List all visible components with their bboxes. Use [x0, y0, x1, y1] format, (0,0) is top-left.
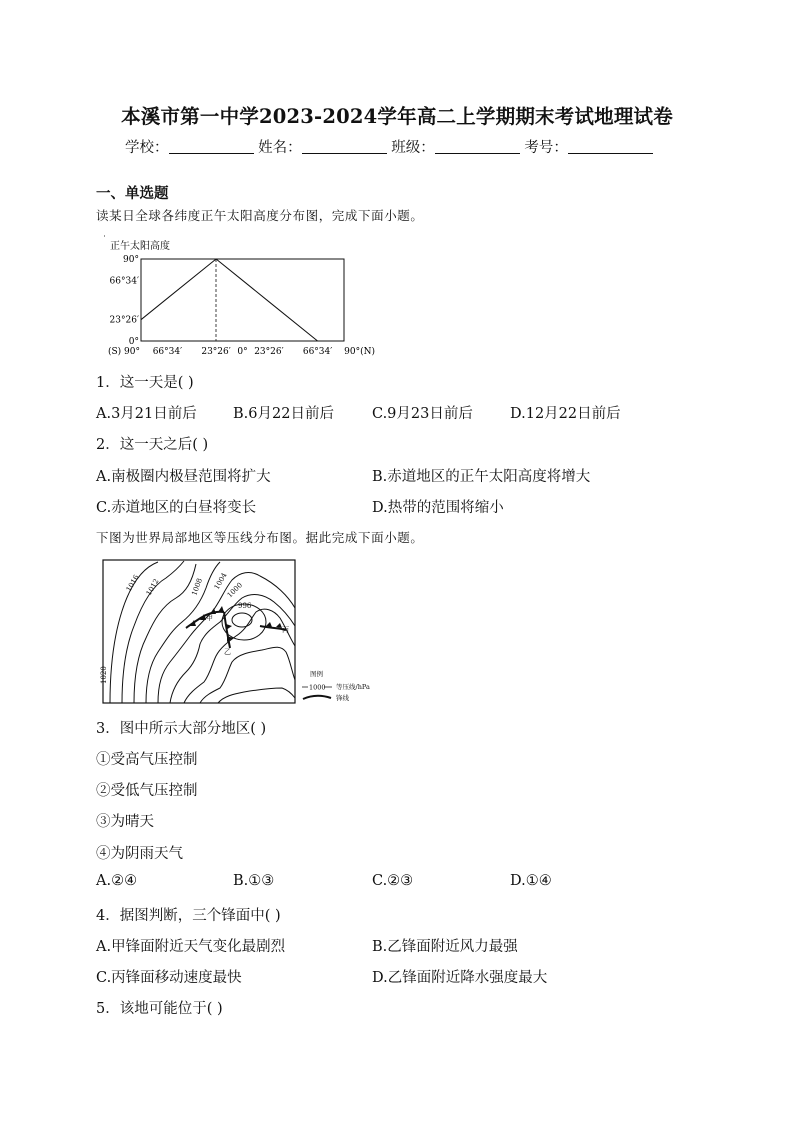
isobar-label: 1016	[124, 573, 141, 593]
q3-item-4: ④为阴雨天气	[96, 846, 183, 862]
q2-option-b[interactable]: B.赤道地区的正午太阳高度将增大	[372, 469, 591, 485]
legend-isobar-value: 1000	[309, 683, 326, 692]
x-ticks	[108, 346, 375, 357]
legend-title: 图例	[310, 670, 323, 678]
series-line	[141, 259, 344, 341]
school-field[interactable]	[169, 138, 254, 154]
x-tick-label: 90°(N)	[344, 347, 375, 357]
y-tick-label: 90°	[123, 255, 139, 265]
isobar-label: 1008	[190, 577, 204, 597]
q4-option-b[interactable]: B.乙锋面附近风力最强	[372, 939, 518, 955]
front-label-bing: 丙	[282, 626, 289, 634]
exam-title: 本溪市第一中学2023-2024学年高二上学期期末考试地理试卷	[121, 105, 673, 128]
q2-option-c[interactable]: C.赤道地区的白昼将变长	[96, 500, 257, 516]
x-tick-label: (S) 90°	[108, 347, 141, 357]
intro-text-2: 下图为世界局部地区等压线分布图。据此完成下面小题。	[96, 530, 424, 545]
info-line	[125, 136, 653, 157]
q2-option-a[interactable]: A.南极圈内极昼范围将扩大	[96, 469, 271, 485]
name-field[interactable]	[302, 138, 387, 154]
q1-option-b[interactable]: B.6月22日前后	[233, 406, 334, 422]
isobar-label: 1004	[212, 571, 229, 591]
q3-item-1: ①受高气压控制	[96, 752, 198, 768]
isobar-label: 996	[238, 602, 252, 610]
intro-text-1: 读某日全球各纬度正午太阳高度分布图，完成下面小题。	[96, 208, 424, 223]
legend-front: 锋线	[336, 694, 349, 702]
noon-sun-altitude-chart	[96, 232, 396, 364]
class-label: 班级：	[391, 140, 435, 156]
q1-stem: 1．这一天是( )	[96, 375, 194, 391]
y-tick-label: 0°	[128, 337, 139, 347]
q3-option-c[interactable]: C.②③	[372, 873, 414, 889]
chart-ylabel: 正午太阳高度	[110, 241, 170, 252]
class-field[interactable]	[435, 138, 520, 154]
q3-option-d[interactable]: D.①④	[510, 873, 552, 889]
q1-option-c[interactable]: C.9月23日前后	[372, 406, 473, 422]
x-tick-label: 23°26′	[201, 347, 231, 357]
chart-frame	[141, 259, 344, 341]
q2-stem: 2．这一天之后( )	[96, 437, 209, 453]
q1-option-d[interactable]: D.12月22日前后	[510, 406, 621, 422]
map-legend	[302, 669, 370, 702]
isobar-label: 1012	[144, 577, 161, 597]
q4-option-a[interactable]: A.甲锋面附近天气变化最剧烈	[96, 939, 286, 955]
isobar-label: 1020	[100, 666, 108, 684]
q4-option-d[interactable]: D.乙锋面附近降水强度最大	[372, 970, 548, 986]
q5-stem: 5．该地可能位于( )	[96, 1001, 223, 1017]
q3-option-b[interactable]: B.①③	[233, 873, 275, 889]
q1-option-a[interactable]: A.3月21日前后	[96, 406, 197, 422]
x-tick-label: 0°	[237, 347, 248, 357]
isobar-label: 1000	[225, 581, 245, 600]
number-label: 考号：	[524, 140, 568, 156]
legend-isobar: 等压线/hPa	[336, 683, 370, 691]
q3-item-2: ②受低气压控制	[96, 783, 198, 799]
front-label-yi: 乙	[224, 648, 231, 656]
q3-option-a[interactable]: A.②④	[96, 873, 138, 889]
name-label: 姓名：	[258, 140, 302, 156]
section-title: 一、单选题	[96, 185, 169, 202]
q4-stem: 4．据图判断，三个锋面中( )	[96, 908, 281, 924]
isobar-map	[100, 556, 370, 706]
x-tick-label: 66°34′	[302, 347, 333, 357]
y-ticks	[110, 255, 139, 347]
front-label-jia: 甲	[206, 614, 213, 622]
front-labels	[206, 614, 289, 656]
school-label: 学校：	[125, 140, 169, 156]
y-tick-label: 23°26′	[109, 315, 139, 326]
q4-option-c[interactable]: C.丙锋面移动速度最快	[96, 970, 242, 986]
q3-stem: 3．图中所示大部分地区( )	[96, 721, 267, 737]
q3-item-3: ③为晴天	[96, 814, 154, 830]
number-field[interactable]	[568, 138, 653, 154]
y-tick-label: 66°34′	[109, 276, 139, 287]
x-tick-label: 23°26′	[254, 347, 284, 357]
x-tick-label: 66°34′	[152, 347, 183, 357]
q2-option-d[interactable]: D.热带的范围将缩小	[372, 500, 504, 516]
